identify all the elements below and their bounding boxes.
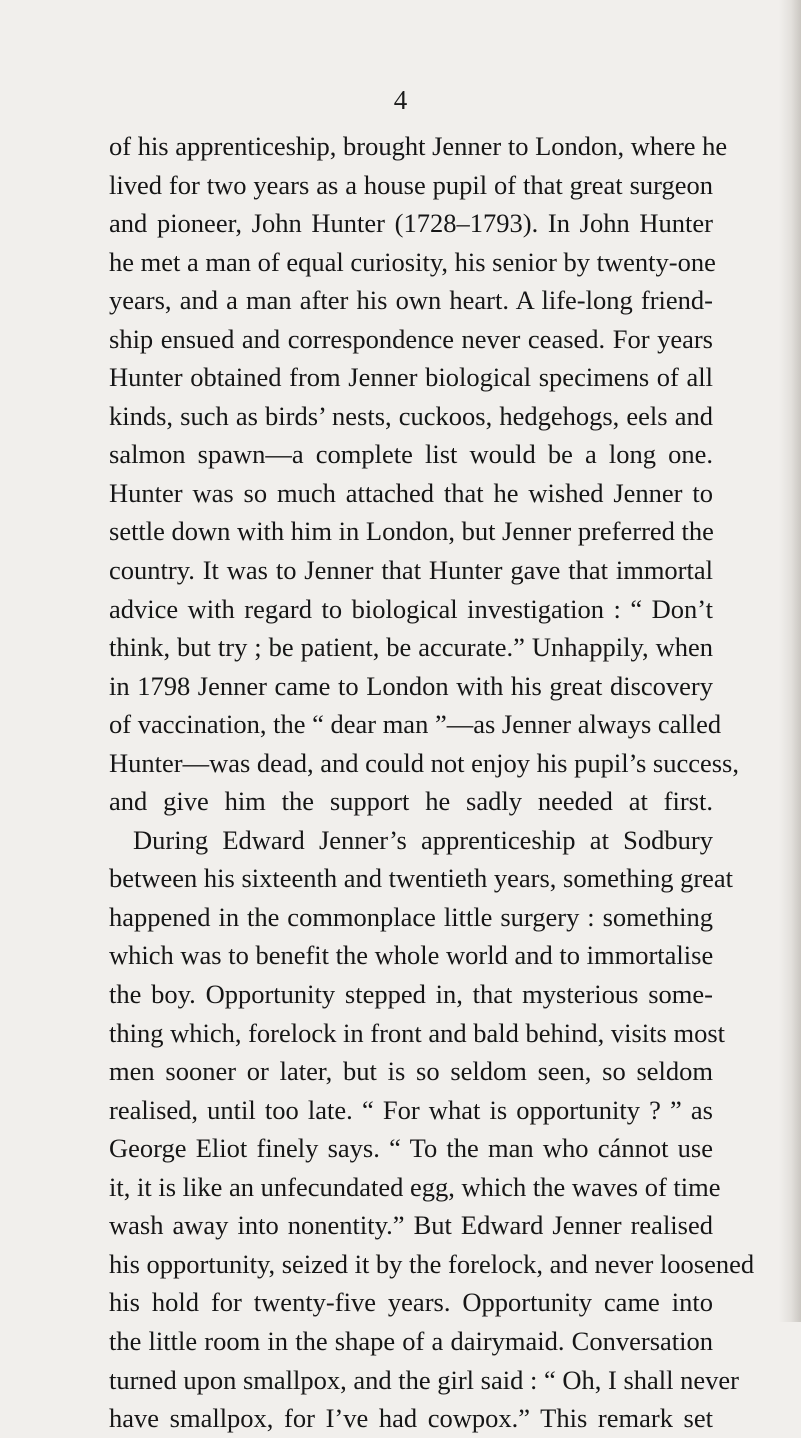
text-line: men sooner or later, but is so seldom seen, so seldom [109,1056,713,1087]
text-line: which was to benefit the whole world and to immortalise [109,940,714,971]
body-text [109,127,755,1438]
text-line: and pioneer, John Hunter (1728–1793). In John Hunter [109,208,713,239]
text-line: the little room in the shape of a dairymaid. Conversation [109,1325,713,1356]
text-line: wash away into nonentity.” But Edward Jenner realised [109,1210,713,1241]
text-line: think, but try ; be patient, be accurate.” Unhappily, when [109,632,713,663]
text-line: advice with regard to biological investigation : “ Don’t [109,593,713,624]
text-line: Hunter—was dead, and could not enjoy his pupil’s success, [109,747,739,778]
text-line: realised, until too late. “ For what is opportunity ? ” as [109,1094,713,1125]
text-line: of vaccination, the “ dear man ”—as Jenner always called [109,709,722,740]
text-line: happened in the commonplace little surgery : something [109,901,713,932]
text-line: his hold for twenty-five years. Opportunity came into [109,1287,713,1318]
text-line: ship ensued and correspondence never ceased. For years [109,323,713,354]
text-line: turned upon smallpox, and the girl said : “ Oh, I shall never [109,1364,739,1395]
text-line: and give him the support he sadly needed at first. [109,786,713,817]
text-line: settle down with him in London, but Jenner preferred the [109,516,714,547]
text-line: salmon spawn—a complete list would be a long one. [109,439,713,470]
text-line: the boy. Opportunity stepped in, that mysterious some- [109,979,713,1010]
text-line: Hunter was so much attached that he wished Jenner to [109,477,713,508]
page-edge-shadow [779,0,801,1322]
text-line: lived for two years as a house pupil of that great surgeon [109,169,713,200]
paragraph-start-line: During Edward Jenner’s apprenticeship at Sodbury [133,824,713,855]
text-line: his opportunity, seized it by the forelock, and never loosened [109,1248,755,1279]
text-line: thing which, forelock in front and bald behind, visits most [109,1017,726,1048]
text-line: he met a man of equal curiosity, his senior by twenty-one [109,246,716,277]
text-line: it, it is like an unfecundated egg, which the waves of time [109,1171,721,1202]
page-number: 4 [393,85,408,115]
text-line: kinds, such as birds’ nests, cuckoos, hedgehogs, eels and [109,400,713,431]
text-line: in 1798 Jenner came to London with his great discovery [109,670,713,701]
text-line: between his sixteenth and twentieth years, something great [109,863,734,894]
text-line: have smallpox, for I’ve had cowpox.” This remark set [109,1403,713,1434]
text-line: years, and a man after his own heart. A life-long friend- [109,285,713,316]
text-line: of his apprenticeship, brought Jenner to London, where he [109,131,728,161]
text-line: country. It was to Jenner that Hunter gave that immortal [109,555,713,586]
text-line: George Eliot finely says. “ To the man who cánnot use [109,1133,713,1164]
text-line: Hunter obtained from Jenner biological specimens of all [109,362,713,393]
